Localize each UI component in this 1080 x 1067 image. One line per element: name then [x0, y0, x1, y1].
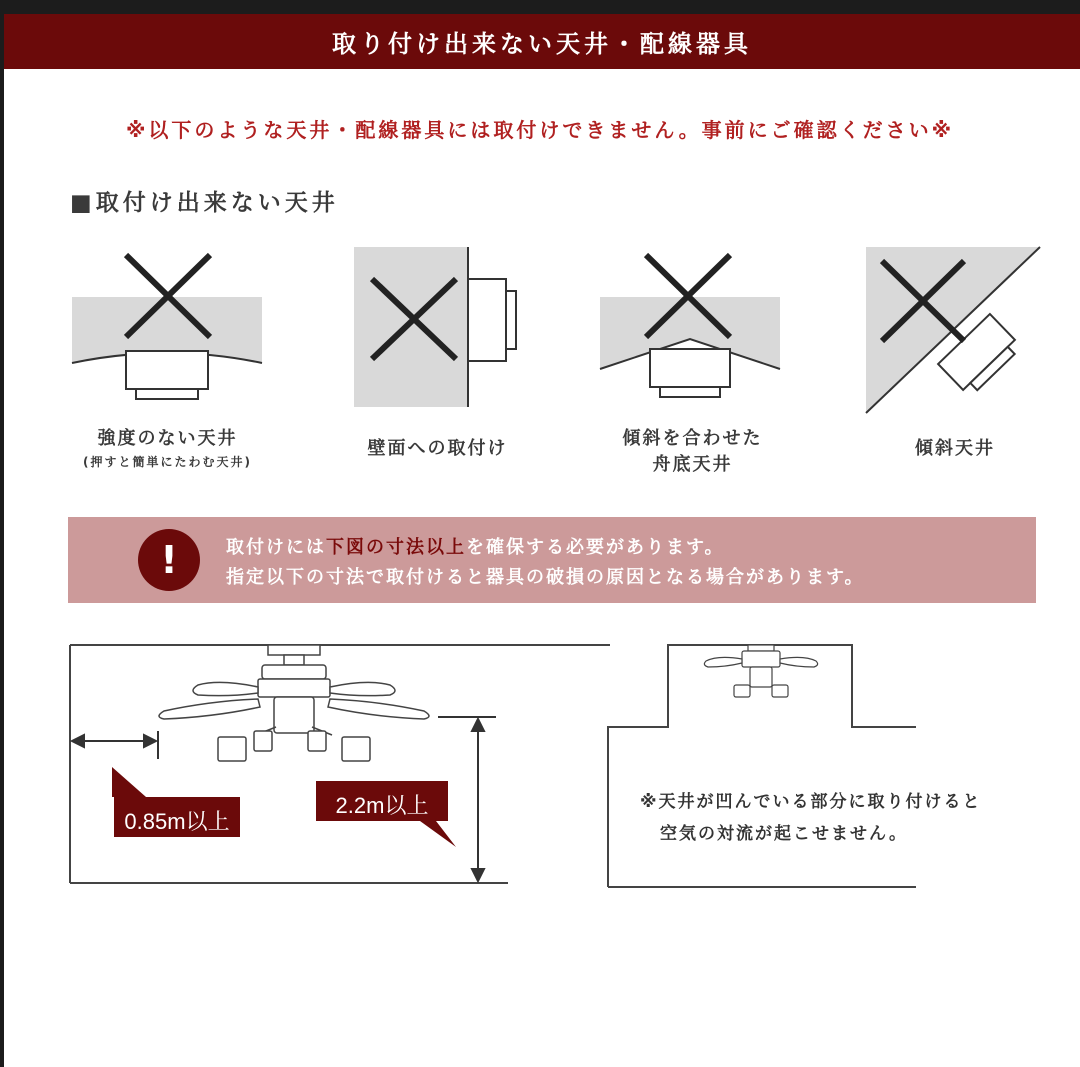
height-clearance-label: 2.2m以上	[335, 793, 429, 818]
recessed-ceiling-diagram	[600, 635, 925, 895]
caption-line-2: 舟底天井	[652, 454, 733, 475]
sloped-ceiling-diagram	[864, 245, 1044, 420]
weak-ceiling-diagram	[70, 245, 265, 405]
notice-text	[226, 533, 865, 593]
wall-mount-diagram	[352, 245, 527, 410]
notice-box	[68, 517, 1036, 603]
recess-note	[640, 786, 982, 850]
caption-subline: (押すと簡単にたわむ天井)	[83, 455, 252, 469]
recess-note-line2: 空気の対流が起こせません。	[660, 824, 909, 844]
title-banner	[4, 14, 1080, 69]
caption-line: 強度のない天井	[97, 428, 238, 449]
notice-line2: 指定以下の寸法で取付けると器具の破損の原因となる場合があります。	[226, 567, 865, 588]
caption-line: 壁面への取付け	[367, 438, 508, 459]
case-caption-wall-mount	[330, 436, 545, 462]
case-caption-weak-ceiling	[40, 426, 295, 472]
caption-line: 傾斜を合わせた	[622, 428, 763, 449]
section-heading: ■取付け出来ない天井	[70, 190, 339, 216]
side-dimension-arrow	[72, 731, 158, 759]
case-caption-boat-ceiling	[585, 426, 800, 478]
left-frame-edge	[0, 0, 4, 1067]
top-frame-bar	[0, 0, 1080, 14]
height-label-callout	[420, 821, 456, 847]
clearance-diagram	[60, 635, 620, 895]
page-title: 取り付け出来ない天井・配線器具	[332, 30, 752, 58]
notice-highlight: 下図の寸法以上	[326, 537, 466, 558]
caption-line: 傾斜天井	[915, 438, 995, 459]
notice-line1-b: を確保する必要があります。	[466, 537, 725, 558]
case-caption-sloped-ceiling	[860, 436, 1050, 462]
small-fan-illustration	[704, 645, 817, 697]
recess-note-line1: ※天井が凹んでいる部分に取り付けると	[640, 792, 982, 812]
side-label-callout	[112, 767, 146, 797]
ceiling-fan-illustration	[159, 645, 429, 761]
notice-line1-a: 取付けには	[226, 537, 326, 558]
boat-ceiling-diagram	[598, 245, 783, 405]
warning-text: ※以下のような天井・配線器具には取付けできません。事前にご確認ください※	[125, 118, 955, 142]
side-clearance-label: 0.85m以上	[124, 809, 230, 834]
exclamation-icon: !	[138, 529, 200, 591]
